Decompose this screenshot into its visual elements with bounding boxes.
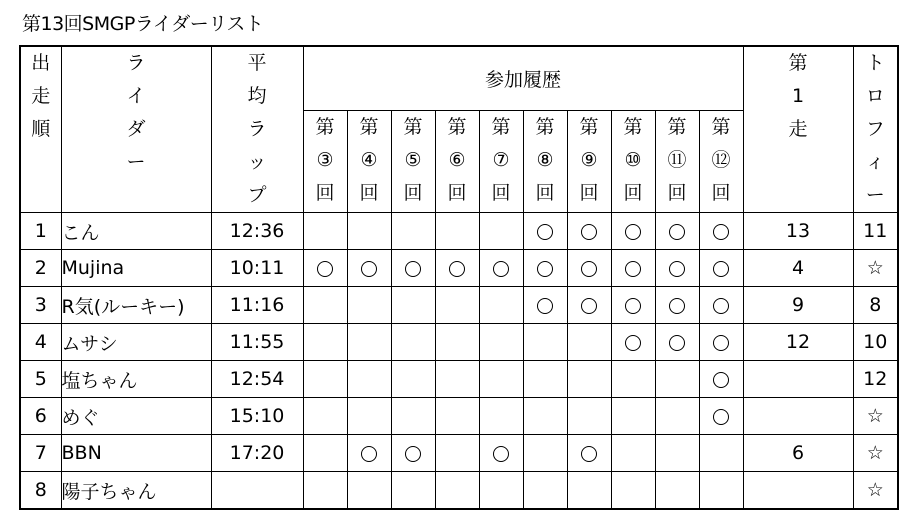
trophy-cell: ☆ bbox=[853, 472, 898, 510]
participation-circle-icon bbox=[625, 261, 641, 277]
round-header-char: 第 bbox=[535, 115, 555, 138]
order-cell: 8 bbox=[20, 472, 61, 510]
order-cell: 1 bbox=[20, 213, 61, 250]
participation-cell bbox=[699, 250, 743, 287]
header-char: 1 bbox=[791, 85, 805, 107]
participation-cell bbox=[523, 287, 567, 324]
participation-circle-icon bbox=[493, 261, 509, 277]
participation-cell bbox=[435, 472, 479, 510]
round-header-char: 回 bbox=[579, 181, 599, 204]
participation-cell bbox=[611, 324, 655, 361]
participation-cell bbox=[655, 435, 699, 472]
first-run-cell: 12 bbox=[743, 324, 853, 361]
participation-cell bbox=[699, 435, 743, 472]
participation-circle-icon bbox=[713, 261, 729, 277]
table-row bbox=[20, 361, 898, 398]
order-cell: 5 bbox=[20, 361, 61, 398]
participation-cell bbox=[523, 361, 567, 398]
participation-circle-icon bbox=[625, 298, 641, 314]
header-char: 順 bbox=[31, 118, 51, 140]
participation-circle-icon bbox=[537, 261, 553, 277]
participation-cell bbox=[479, 213, 523, 250]
rider-rows bbox=[20, 213, 898, 510]
participation-cell bbox=[391, 213, 435, 250]
participation-circle-icon bbox=[713, 372, 729, 388]
avg-lap-cell bbox=[211, 472, 303, 510]
participation-cell bbox=[391, 287, 435, 324]
participation-cell bbox=[435, 250, 479, 287]
participation-cell bbox=[655, 250, 699, 287]
participation-cell bbox=[435, 287, 479, 324]
first-run-cell: 9 bbox=[743, 287, 853, 324]
first-run-cell bbox=[743, 472, 853, 510]
participation-circle-icon bbox=[713, 224, 729, 240]
participation-cell bbox=[347, 435, 391, 472]
participation-circle-icon bbox=[669, 298, 685, 314]
table-row bbox=[20, 435, 898, 472]
participation-cell bbox=[567, 361, 611, 398]
participation-cell bbox=[303, 324, 347, 361]
round-header-char: ⑨ bbox=[580, 148, 598, 171]
participation-cell bbox=[435, 435, 479, 472]
participation-cell bbox=[479, 361, 523, 398]
participation-cell bbox=[435, 213, 479, 250]
round-header-char: 回 bbox=[315, 181, 335, 204]
round-header-char: ⑫ bbox=[711, 148, 731, 171]
header-char: ー bbox=[126, 151, 146, 173]
participation-cell bbox=[391, 398, 435, 435]
header-rider bbox=[61, 46, 211, 213]
trophy-cell: ☆ bbox=[853, 398, 898, 435]
round-header bbox=[655, 110, 699, 212]
order-cell: 6 bbox=[20, 398, 61, 435]
order-cell: 7 bbox=[20, 435, 61, 472]
participation-cell bbox=[391, 361, 435, 398]
participation-circle-icon bbox=[537, 298, 553, 314]
participation-cell bbox=[611, 435, 655, 472]
header-char: ト bbox=[865, 52, 885, 74]
page-title: 第13回SMGPライダーリスト bbox=[22, 13, 264, 35]
avg-lap-cell: 11:55 bbox=[211, 324, 303, 361]
round-header-char: ⑦ bbox=[492, 148, 510, 171]
participation-cell bbox=[303, 287, 347, 324]
participation-circle-icon bbox=[669, 224, 685, 240]
participation-cell bbox=[479, 324, 523, 361]
first-run-cell: 6 bbox=[743, 435, 853, 472]
participation-cell bbox=[567, 324, 611, 361]
participation-circle-icon bbox=[669, 261, 685, 277]
participation-cell bbox=[523, 324, 567, 361]
participation-circle-icon bbox=[581, 298, 597, 314]
rider-table bbox=[19, 45, 899, 510]
first-run-cell bbox=[743, 361, 853, 398]
participation-cell bbox=[435, 361, 479, 398]
participation-cell bbox=[391, 472, 435, 510]
participation-cell bbox=[347, 361, 391, 398]
participation-cell bbox=[347, 287, 391, 324]
participation-cell bbox=[479, 435, 523, 472]
first-run-cell bbox=[743, 398, 853, 435]
participation-cell bbox=[611, 398, 655, 435]
avg-lap-cell: 15:10 bbox=[211, 398, 303, 435]
round-header-char: 第 bbox=[491, 115, 511, 138]
participation-cell bbox=[303, 361, 347, 398]
round-header-char: ⑩ bbox=[624, 148, 642, 171]
participation-cell bbox=[655, 472, 699, 510]
rider-name-cell: BBN bbox=[61, 435, 211, 472]
participation-cell bbox=[611, 361, 655, 398]
header-trophy bbox=[853, 46, 898, 213]
participation-cell bbox=[303, 250, 347, 287]
participation-circle-icon bbox=[581, 224, 597, 240]
participation-cell bbox=[655, 213, 699, 250]
rider-name-cell: R気(ルーキー) bbox=[61, 287, 211, 324]
round-header-char: 回 bbox=[359, 181, 379, 204]
avg-lap-cell: 12:54 bbox=[211, 361, 303, 398]
participation-cell bbox=[567, 435, 611, 472]
round-header-char: 回 bbox=[535, 181, 555, 204]
first-run-cell: 13 bbox=[743, 213, 853, 250]
participation-cell bbox=[655, 398, 699, 435]
table-row bbox=[20, 472, 898, 510]
participation-cell bbox=[303, 213, 347, 250]
participation-cell bbox=[303, 435, 347, 472]
participation-cell bbox=[567, 472, 611, 510]
round-header bbox=[567, 110, 611, 212]
order-cell: 4 bbox=[20, 324, 61, 361]
round-header bbox=[479, 110, 523, 212]
round-header bbox=[523, 110, 567, 212]
table-row bbox=[20, 287, 898, 324]
participation-cell bbox=[347, 324, 391, 361]
header-char: ロ bbox=[865, 85, 885, 107]
participation-cell bbox=[655, 287, 699, 324]
header-char: 走 bbox=[788, 118, 808, 140]
round-header-char: 第 bbox=[711, 115, 731, 138]
participation-circle-icon bbox=[449, 261, 465, 277]
participation-cell bbox=[391, 250, 435, 287]
header-char: プ bbox=[247, 184, 267, 206]
round-header-char: ④ bbox=[360, 148, 378, 171]
participation-cell bbox=[611, 472, 655, 510]
participation-cell bbox=[699, 213, 743, 250]
header-char: 平 bbox=[247, 52, 267, 74]
rider-name-cell: 塩ちゃん bbox=[61, 361, 211, 398]
round-header-char: 回 bbox=[711, 181, 731, 204]
participation-cell bbox=[655, 324, 699, 361]
rider-name-cell: こん bbox=[61, 213, 211, 250]
participation-cell bbox=[479, 250, 523, 287]
round-header bbox=[435, 110, 479, 212]
table-row bbox=[20, 398, 898, 435]
round-header-char: ⑧ bbox=[536, 148, 554, 171]
order-cell: 3 bbox=[20, 287, 61, 324]
round-header bbox=[391, 110, 435, 212]
participation-cell bbox=[655, 361, 699, 398]
round-header bbox=[347, 110, 391, 212]
round-header-char: 回 bbox=[447, 181, 467, 204]
header-order bbox=[20, 46, 61, 213]
participation-cell bbox=[479, 287, 523, 324]
round-header-char: 第 bbox=[667, 115, 687, 138]
header-char: ィ bbox=[865, 151, 885, 173]
participation-cell bbox=[479, 398, 523, 435]
participation-cell bbox=[611, 287, 655, 324]
participation-circle-icon bbox=[537, 224, 553, 240]
participation-cell bbox=[523, 472, 567, 510]
participation-cell bbox=[699, 287, 743, 324]
table-row bbox=[20, 213, 898, 250]
round-header-char: 第 bbox=[447, 115, 467, 138]
round-header-char: 回 bbox=[623, 181, 643, 204]
avg-lap-cell: 10:11 bbox=[211, 250, 303, 287]
participation-cell bbox=[699, 398, 743, 435]
round-header-char: 第 bbox=[403, 115, 423, 138]
participation-cell bbox=[699, 361, 743, 398]
header-history: 参加履歴 bbox=[303, 46, 743, 110]
round-header-char: ⑥ bbox=[448, 148, 466, 171]
header-first-run bbox=[743, 46, 853, 213]
participation-cell bbox=[347, 398, 391, 435]
round-header-char: 回 bbox=[403, 181, 423, 204]
trophy-cell: 8 bbox=[853, 287, 898, 324]
header-char: ッ bbox=[247, 151, 267, 173]
participation-cell bbox=[303, 472, 347, 510]
participation-circle-icon bbox=[713, 298, 729, 314]
order-cell: 2 bbox=[20, 250, 61, 287]
participation-circle-icon bbox=[581, 446, 597, 462]
round-header bbox=[303, 110, 347, 212]
participation-cell bbox=[391, 435, 435, 472]
participation-circle-icon bbox=[625, 335, 641, 351]
rider-name-cell: 陽子ちゃん bbox=[61, 472, 211, 510]
rider-name-cell: Mujina bbox=[61, 250, 211, 287]
round-header-char: ③ bbox=[316, 148, 334, 171]
trophy-cell: ☆ bbox=[853, 250, 898, 287]
participation-cell bbox=[611, 213, 655, 250]
rider-name-cell: めぐ bbox=[61, 398, 211, 435]
participation-circle-icon bbox=[713, 409, 729, 425]
round-header-char: ⑪ bbox=[667, 148, 687, 171]
participation-cell bbox=[435, 324, 479, 361]
participation-cell bbox=[303, 398, 347, 435]
round-header-char: 第 bbox=[315, 115, 335, 138]
participation-cell bbox=[347, 213, 391, 250]
trophy-cell: 12 bbox=[853, 361, 898, 398]
participation-cell bbox=[435, 398, 479, 435]
participation-cell bbox=[347, 472, 391, 510]
participation-circle-icon bbox=[713, 335, 729, 351]
round-header-char: 第 bbox=[359, 115, 379, 138]
participation-cell bbox=[699, 472, 743, 510]
table-row bbox=[20, 250, 898, 287]
header-avg-lap bbox=[211, 46, 303, 213]
participation-cell bbox=[567, 250, 611, 287]
participation-circle-icon bbox=[361, 446, 377, 462]
participation-cell bbox=[523, 250, 567, 287]
header-char: ー bbox=[865, 184, 885, 206]
header-char: ラ bbox=[126, 52, 146, 74]
header-char: イ bbox=[126, 85, 146, 107]
avg-lap-cell: 12:36 bbox=[211, 213, 303, 250]
trophy-cell: 10 bbox=[853, 324, 898, 361]
participation-cell bbox=[567, 213, 611, 250]
round-header bbox=[699, 110, 743, 212]
participation-cell bbox=[611, 250, 655, 287]
header-char: 第 bbox=[788, 52, 808, 74]
participation-cell bbox=[699, 324, 743, 361]
participation-circle-icon bbox=[625, 224, 641, 240]
header-char: 走 bbox=[31, 85, 51, 107]
participation-cell bbox=[479, 472, 523, 510]
header-char: 均 bbox=[247, 85, 267, 107]
participation-cell bbox=[523, 435, 567, 472]
header-char: ダ bbox=[126, 118, 146, 140]
participation-circle-icon bbox=[317, 261, 333, 277]
participation-circle-icon bbox=[581, 261, 597, 277]
rider-name-cell: ムサシ bbox=[61, 324, 211, 361]
round-header bbox=[611, 110, 655, 212]
participation-circle-icon bbox=[493, 446, 509, 462]
header-char: 出 bbox=[31, 52, 51, 74]
participation-cell bbox=[347, 250, 391, 287]
participation-cell bbox=[567, 398, 611, 435]
header-char: フ bbox=[865, 118, 885, 140]
table-row bbox=[20, 324, 898, 361]
round-header-char: 第 bbox=[623, 115, 643, 138]
header-char: ラ bbox=[247, 118, 267, 140]
round-header-char: ⑤ bbox=[404, 148, 422, 171]
trophy-cell: 11 bbox=[853, 213, 898, 250]
participation-circle-icon bbox=[669, 335, 685, 351]
participation-circle-icon bbox=[405, 261, 421, 277]
participation-cell bbox=[567, 287, 611, 324]
round-header-char: 回 bbox=[667, 181, 687, 204]
first-run-cell: 4 bbox=[743, 250, 853, 287]
trophy-cell: ☆ bbox=[853, 435, 898, 472]
participation-cell bbox=[523, 213, 567, 250]
round-header-char: 第 bbox=[579, 115, 599, 138]
avg-lap-cell: 17:20 bbox=[211, 435, 303, 472]
round-header-char: 回 bbox=[491, 181, 511, 204]
participation-circle-icon bbox=[361, 261, 377, 277]
participation-cell bbox=[523, 398, 567, 435]
avg-lap-cell: 11:16 bbox=[211, 287, 303, 324]
participation-circle-icon bbox=[405, 446, 421, 462]
participation-cell bbox=[391, 324, 435, 361]
